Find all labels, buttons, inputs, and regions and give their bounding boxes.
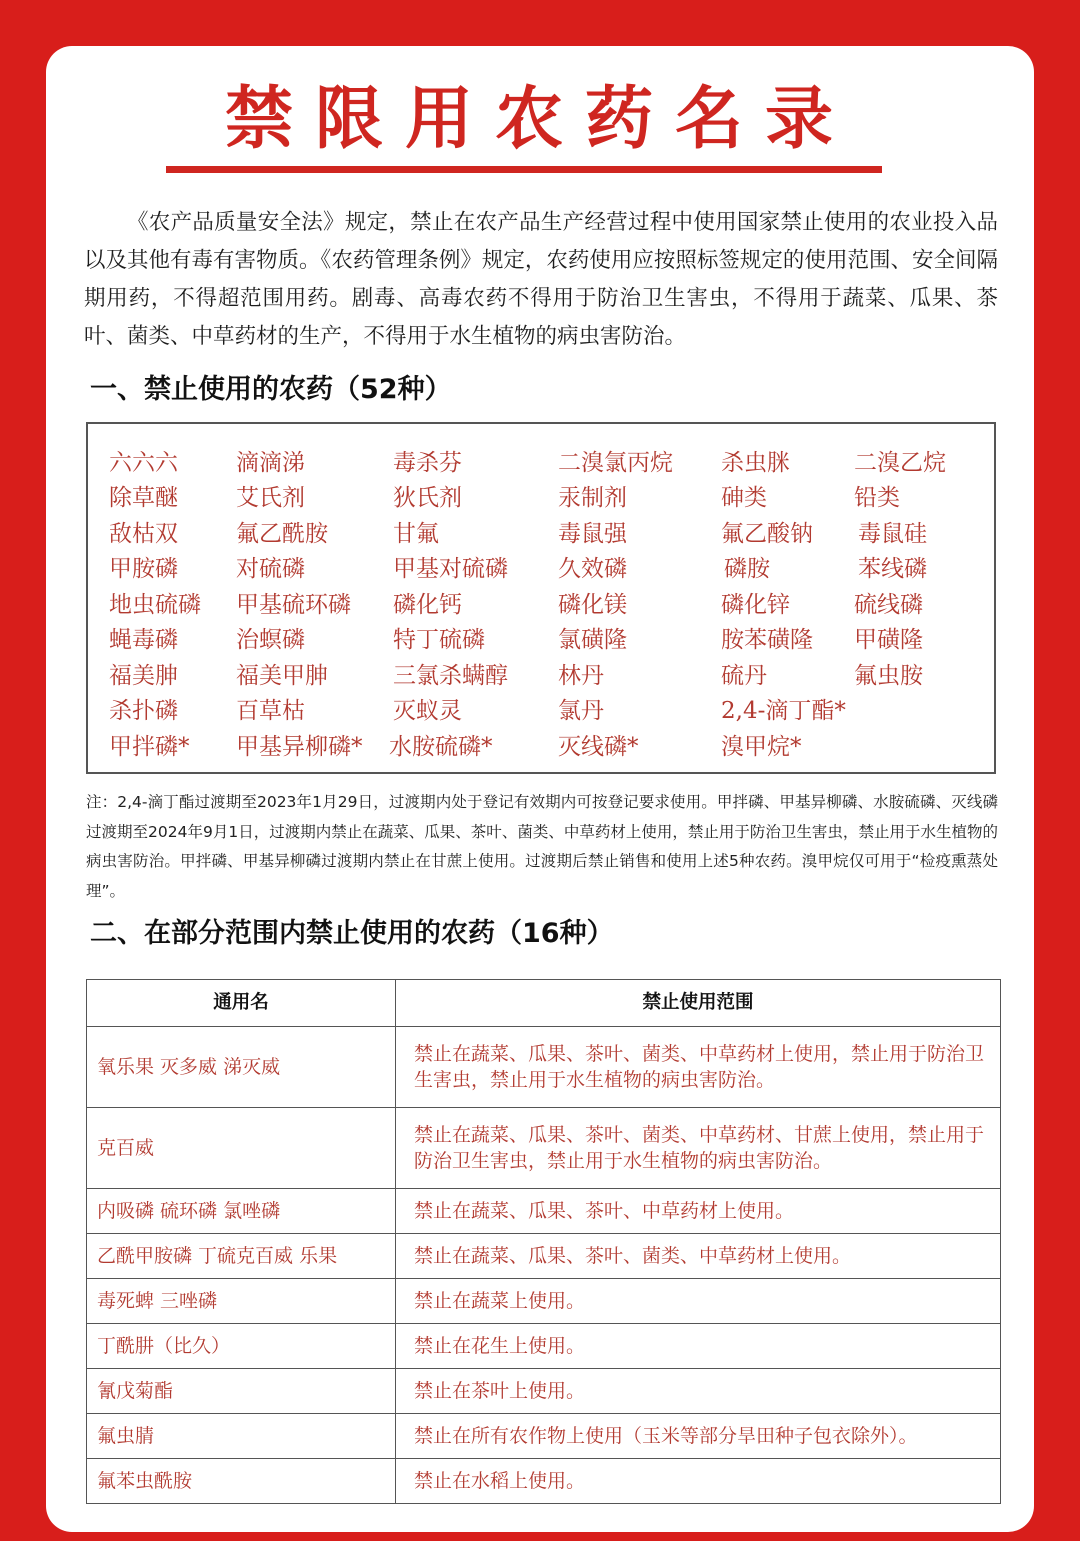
title-underline	[166, 166, 882, 173]
table-row	[87, 1414, 1001, 1459]
pesticide-name: 蝇毒磷	[109, 627, 178, 653]
table-row	[87, 1459, 1001, 1504]
pesticide-name: 除草醚	[109, 485, 178, 511]
pesticide-name: 氯丹	[558, 698, 604, 724]
pesticide-name: 地虫硫磷	[109, 592, 201, 618]
pesticide-name: 甲磺隆	[854, 627, 923, 653]
pesticide-name: 六六六	[109, 450, 178, 476]
ban-scope: 禁止在蔬菜、瓜果、茶叶、菌类、中草药材上使用，禁止用于防治卫生害虫，禁止用于水生植物的病虫害防治。	[396, 1027, 1001, 1108]
pesticide-name: 汞制剂	[558, 485, 627, 511]
pesticide-common-name: 氟苯虫酰胺	[87, 1459, 396, 1504]
pesticide-name: 狄氏剂	[393, 485, 462, 511]
pesticide-name: 毒鼠硅	[858, 521, 927, 547]
pesticide-common-name: 氰戊菊酯	[87, 1369, 396, 1414]
table-row	[87, 1369, 1001, 1414]
pesticide-common-name: 内吸磷 硫环磷 氯唑磷	[87, 1189, 396, 1234]
pesticide-name: 杀扑磷	[109, 698, 178, 724]
pesticide-name: 溴甲烷*	[721, 734, 802, 760]
pesticide-name: 久效磷	[558, 556, 627, 582]
pesticide-name: 氟乙酸钠	[721, 521, 813, 547]
pesticide-name: 甲基硫环磷	[236, 592, 351, 618]
table-row	[87, 1279, 1001, 1324]
pesticide-name: 砷类	[721, 485, 767, 511]
pesticide-name: 磷化锌	[721, 592, 790, 618]
banned-pesticide-grid	[86, 422, 996, 774]
pesticide-name: 灭线磷*	[558, 734, 639, 760]
pesticide-name: 氯磺隆	[558, 627, 627, 653]
pesticide-name: 硫丹	[721, 663, 767, 689]
pesticide-name: 三氯杀螨醇	[393, 663, 508, 689]
pesticide-name: 硫线磷	[854, 592, 923, 618]
pesticide-name: 甘氟	[393, 521, 439, 547]
pesticide-name: 甲基对硫磷	[393, 556, 508, 582]
pesticide-name: 二溴氯丙烷	[558, 450, 673, 476]
ban-scope: 禁止在水稻上使用。	[396, 1459, 1001, 1504]
section-heading-banned: 一、禁止使用的农药（52种）	[90, 374, 452, 405]
ban-scope: 禁止在蔬菜、瓜果、茶叶、菌类、中草药材上使用。	[396, 1234, 1001, 1279]
pesticide-name: 甲基异柳磷*	[236, 734, 363, 760]
pesticide-name: 福美胂	[109, 663, 178, 689]
pesticide-name: 滴滴涕	[236, 450, 305, 476]
column-header-scope: 禁止使用范围	[396, 980, 1001, 1027]
pesticide-name: 特丁硫磷	[393, 627, 485, 653]
ban-scope: 禁止在花生上使用。	[396, 1324, 1001, 1369]
table-row	[87, 1027, 1001, 1108]
pesticide-name: 毒鼠强	[558, 521, 627, 547]
pesticide-name: 杀虫脒	[721, 450, 790, 476]
pesticide-name: 水胺硫磷*	[389, 734, 493, 760]
ban-scope: 禁止在所有农作物上使用（玉米等部分旱田种子包衣除外）。	[396, 1414, 1001, 1459]
pesticide-name: 林丹	[558, 663, 604, 689]
section-heading-partial: 二、在部分范围内禁止使用的农药（16种）	[90, 918, 614, 949]
pesticide-name: 氟虫胺	[854, 663, 923, 689]
ban-scope: 禁止在蔬菜、瓜果、茶叶、菌类、中草药材、甘蔗上使用，禁止用于防治卫生害虫，禁止用于水生植物的病虫害防治。	[396, 1108, 1001, 1189]
pesticide-common-name: 氧乐果 灭多威 涕灭威	[87, 1027, 396, 1108]
pesticide-name: 胺苯磺隆	[721, 627, 813, 653]
pesticide-name: 甲胺磷	[109, 556, 178, 582]
ban-scope: 禁止在茶叶上使用。	[396, 1369, 1001, 1414]
ban-scope: 禁止在蔬菜上使用。	[396, 1279, 1001, 1324]
partial-ban-table	[86, 979, 1001, 1504]
pesticide-name: 苯线磷	[858, 556, 927, 582]
pesticide-name: 毒杀芬	[393, 450, 462, 476]
pesticide-common-name: 毒死蜱 三唑磷	[87, 1279, 396, 1324]
pesticide-name: 磷化镁	[558, 592, 627, 618]
table-row	[87, 1189, 1001, 1234]
intro-paragraph: 《农产品质量安全法》规定，禁止在农产品生产经营过程中使用国家禁止使用的农业投入品以及其他有毒有害物质。《农药管理条例》规定，农药使用应按照标签规定的使用范围、安全间隔期用药，不得超范围用药。剧毒、高毒农药不得用于防治卫生害虫，不得用于蔬菜、瓜果、茶叶、菌类、中草药材的生产，不得用于水生植物的病虫害防治。	[84, 210, 998, 349]
pesticide-name: 百草枯	[236, 698, 305, 724]
page-title: 禁限用农药名录	[224, 79, 855, 159]
ban-scope: 禁止在蔬菜、瓜果、茶叶、中草药材上使用。	[396, 1189, 1001, 1234]
table-row	[87, 1108, 1001, 1189]
pesticide-name: 二溴乙烷	[854, 450, 946, 476]
pesticide-name: 磷胺	[724, 556, 770, 582]
pesticide-name: 艾氏剂	[236, 485, 305, 511]
pesticide-name: 铅类	[854, 485, 900, 511]
transition-note: 注：2,4-滴丁酯过渡期至2023年1月29日，过渡期内处于登记有效期内可按登记要求使用。甲拌磷、甲基异柳磷、水胺硫磷、灭线磷过渡期至2024年9月1日，过渡期内禁止在蔬菜、瓜果、茶叶、菌类、中草药材上使用，禁止用于防治卫生害虫，禁止用于水生植物的病虫害防治。甲拌磷、甲基异柳磷过渡期内禁止在甘蔗上使用。过渡期后禁止销售和使用上述5种农药。溴甲烷仅可用于“检疫熏蒸处理”。	[86, 793, 998, 900]
pesticide-name: 2,4-滴丁酯*	[721, 698, 846, 724]
pesticide-common-name: 乙酰甲胺磷 丁硫克百威 乐果	[87, 1234, 396, 1279]
pesticide-common-name: 丁酰肼（比久）	[87, 1324, 396, 1369]
pesticide-name: 敌枯双	[109, 521, 178, 547]
pesticide-name: 治螟磷	[236, 627, 305, 653]
pesticide-name: 氟乙酰胺	[236, 521, 328, 547]
pesticide-name: 福美甲胂	[236, 663, 328, 689]
pesticide-name: 灭蚁灵	[393, 698, 462, 724]
table-header-row	[87, 980, 1001, 1027]
pesticide-common-name: 氟虫腈	[87, 1414, 396, 1459]
pesticide-name: 甲拌磷*	[109, 734, 190, 760]
pesticide-common-name: 克百威	[87, 1108, 396, 1189]
table-row	[87, 1234, 1001, 1279]
pesticide-name: 对硫磷	[236, 556, 305, 582]
table-row	[87, 1324, 1001, 1369]
pesticide-name: 磷化钙	[393, 592, 462, 618]
column-header-name: 通用名	[87, 980, 396, 1027]
